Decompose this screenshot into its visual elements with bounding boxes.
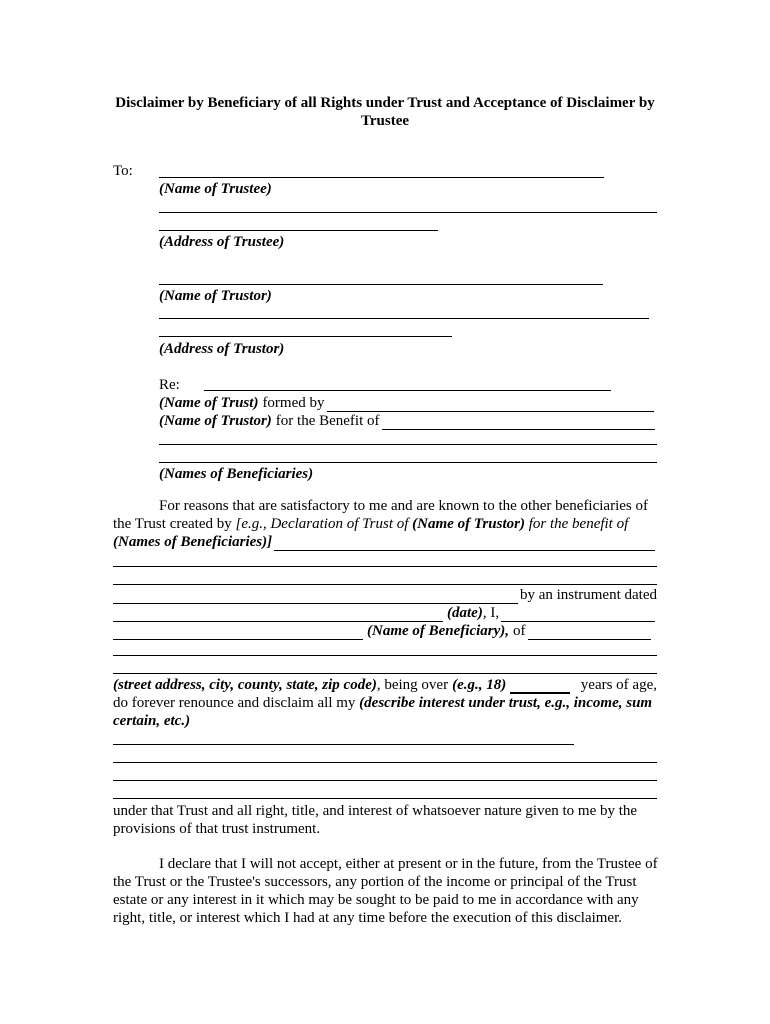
- to-label: To:: [113, 163, 133, 179]
- beneficiary-address-line-1[interactable]: [528, 626, 651, 640]
- beneficiary-name-line-1[interactable]: [501, 608, 655, 622]
- para2-declaration: I declare that I will not accept, either at present or in the future, from the Trustee of the Trust or the Trustee's successors, any portion of the income or principal of the Trust estate or any interest in it which may be sought to be paid to me in accordance with any right, title, or interest which I had at any time before the execution of this disclaimer.: [113, 856, 658, 926]
- interest-line-4[interactable]: [113, 798, 657, 799]
- trustor-name-caption-2: (Name of Trustor): [159, 413, 272, 429]
- trustee-name-caption: (Name of Trustee): [159, 181, 272, 197]
- trust-formed-by-row: [159, 394, 656, 412]
- beneficiary-name-line-2[interactable]: [113, 626, 363, 640]
- date-line[interactable]: [113, 608, 443, 622]
- formed-by-text: formed by: [262, 395, 325, 411]
- document-title: Disclaimer by Beneficiary of all Rights under Trust and Acceptance of Disclaimer by Trustee: [115, 95, 655, 129]
- beneficiary-address-line-2[interactable]: [113, 655, 657, 656]
- beneficiaries-line-2[interactable]: [159, 462, 657, 463]
- trustor-name-line[interactable]: [159, 284, 603, 285]
- benefit-of-row: [159, 412, 657, 430]
- para1-closing: under that Trust and all right, title, and interest of whatsoever nature given to me by the provisions of that trust instrument.: [113, 803, 638, 837]
- of-text: of: [513, 623, 526, 639]
- instrument-line[interactable]: [113, 590, 518, 604]
- para1-eg-prefix: [e.g., Declaration of Trust of: [235, 516, 409, 532]
- being-over-text: , being over: [376, 677, 449, 693]
- trustor-name-caption: (Name of Trustor): [159, 288, 272, 304]
- para1-for-benefit: for the benefit of: [528, 516, 629, 532]
- para1-intro-text: For reasons that are satisfactory to me and are known to the other beneficiaries of the Trust created by: [113, 498, 648, 532]
- for-benefit-text: for the Benefit of: [275, 413, 380, 429]
- trustee-name-line[interactable]: [159, 177, 604, 178]
- trustee-address-line-2[interactable]: [159, 230, 438, 231]
- para1-line-b[interactable]: [113, 584, 657, 585]
- beneficiaries-row: [113, 533, 657, 551]
- age-line[interactable]: [510, 679, 570, 694]
- re-label: Re:: [159, 377, 180, 393]
- trustee-address-line-1[interactable]: [159, 212, 657, 213]
- formed-by-line[interactable]: [327, 398, 654, 412]
- instrument-dated-text: by an instrument dated: [519, 587, 657, 603]
- comma-i-text: , I,: [482, 605, 500, 621]
- beneficiary-row: [113, 622, 653, 640]
- beneficiary-name-caption: (Name of Beneficiary),: [367, 623, 510, 639]
- renounce-text: [113, 694, 658, 730]
- para1-beneficiaries-name: (Names of Beneficiaries)]: [113, 534, 273, 550]
- re-line[interactable]: [204, 390, 611, 391]
- trustee-address-caption: (Address of Trustee): [159, 234, 285, 250]
- para1-beneficiaries-line[interactable]: [274, 537, 655, 551]
- trust-name-caption: (Name of Trust): [159, 395, 259, 411]
- beneficiaries-caption: (Names of Beneficiaries): [159, 466, 314, 482]
- date-row: [113, 604, 657, 622]
- address-age-row: [113, 676, 657, 694]
- para1-trustor-name: (Name of Trustor): [412, 516, 525, 532]
- para1-intro: [113, 497, 658, 533]
- benefit-of-line[interactable]: [382, 416, 656, 430]
- date-caption: (date): [447, 605, 483, 621]
- renounce-lead: do forever renounce and disclaim all my: [113, 695, 356, 711]
- years-of-age-text: years of age,: [580, 677, 657, 693]
- interest-line-3[interactable]: [113, 780, 657, 781]
- trustor-address-caption: (Address of Trustor): [159, 341, 285, 357]
- street-address-caption: (street address, city, county, state, zip code): [113, 677, 377, 693]
- interest-line-1[interactable]: [113, 744, 574, 745]
- interest-line-2[interactable]: [113, 762, 657, 763]
- para1-line-a[interactable]: [113, 566, 657, 567]
- beneficiary-address-line-3[interactable]: [113, 673, 657, 674]
- trustor-address-line-2[interactable]: [159, 336, 452, 337]
- beneficiaries-line-1[interactable]: [159, 444, 657, 445]
- trustor-address-line-1[interactable]: [159, 318, 649, 319]
- instrument-row: [113, 586, 657, 604]
- describe-interest-caption: (describe interest under trust, e.g., income, sum certain, etc.): [113, 695, 653, 729]
- age-example-caption: (e.g., 18): [452, 677, 507, 693]
